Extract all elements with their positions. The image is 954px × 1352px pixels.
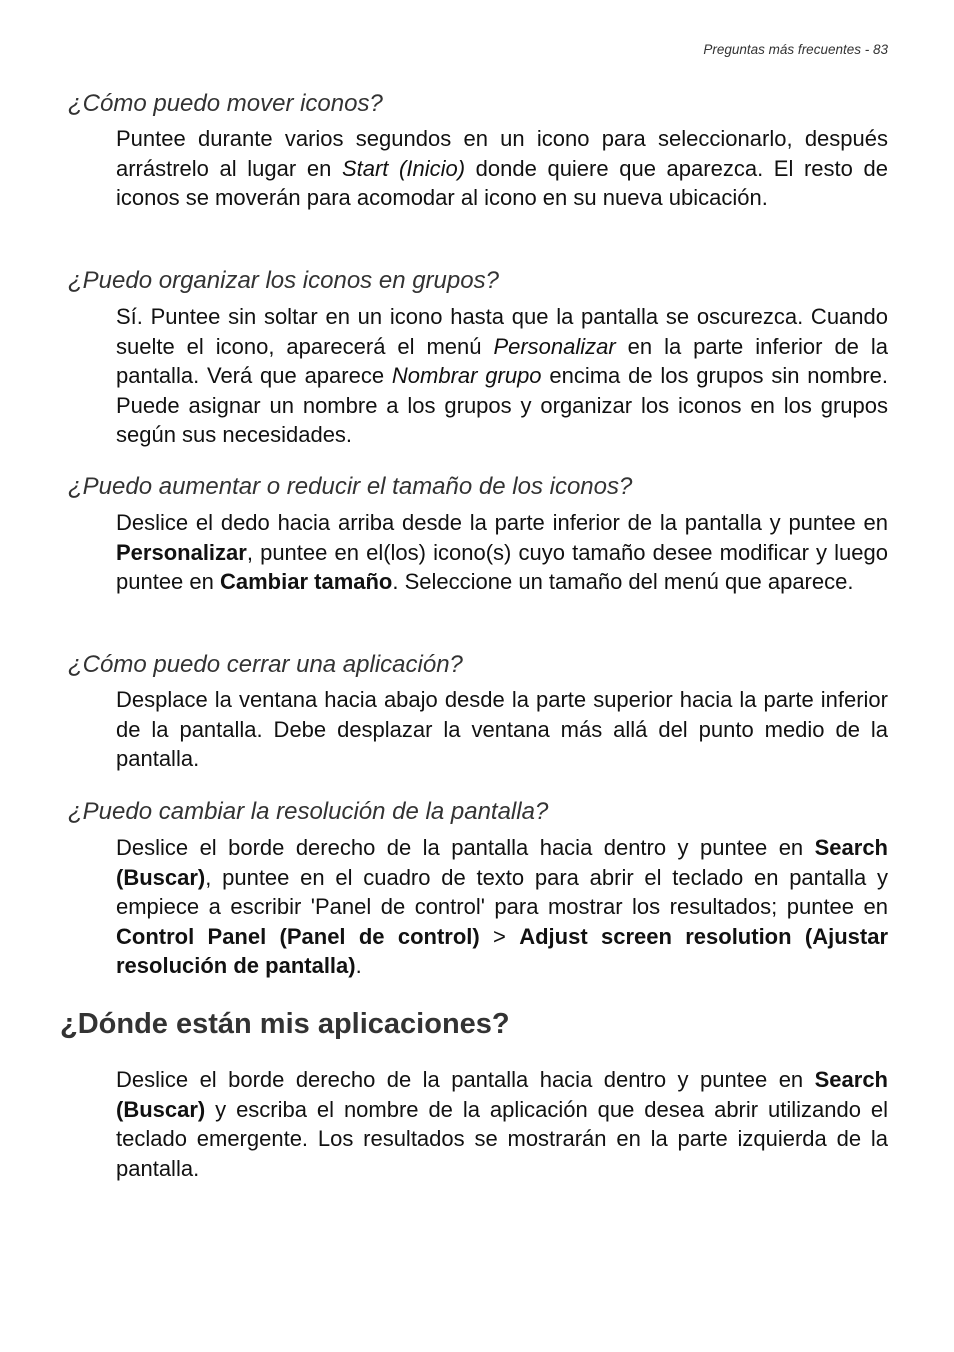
answer-italic-nombrar-grupo: Nombrar grupo	[391, 363, 542, 389]
answer-text: encima de los grupos sin nombre. Puede asignar un nombre a los grupos y organizar los iconos en los grupos según sus necesidades.	[116, 363, 889, 448]
answer-bold-search: Search (Buscar)	[116, 1067, 888, 1122]
answer-text: , puntee en el(los) icono(s) cuyo tamaño desee modificar y luego puntee en	[116, 539, 888, 595]
faq-answer-resolution	[116, 833, 888, 981]
page-header: Preguntas más frecuentes - 83	[703, 42, 888, 57]
faq-question-group-icons: ¿Puedo organizar los iconos en grupos?	[68, 267, 499, 294]
answer-text: Deslice el borde derecho de la pantalla hacia dentro y puntee en	[116, 1067, 815, 1092]
answer-text: , puntee en el cuadro de texto para abrir el teclado en pantalla y empiece a escribir 'Panel de control' para mostrar los resultados; puntee en	[116, 864, 888, 920]
faq-question-resize-icons: ¿Puedo aumentar o reducir el tamaño de los iconos?	[68, 473, 633, 500]
answer-text: en la parte inferior de la pantalla. Verá que aparece	[116, 333, 888, 389]
answer-bold-search: Search (Buscar)	[116, 835, 888, 890]
faq-question-close-app: ¿Cómo puedo cerrar una aplicación?	[68, 651, 463, 678]
section-answer-apps	[116, 1065, 888, 1183]
section-heading-apps: ¿Dónde están mis aplicaciones?	[60, 1008, 510, 1040]
answer-italic-personalizar: Personalizar	[493, 333, 616, 359]
answer-text: Deslice el dedo hacia arriba desde la parte inferior de la pantalla y puntee en	[116, 510, 888, 535]
answer-bold-control-panel: Control Panel (Panel de control)	[116, 923, 480, 949]
answer-bold-cambiar-tamano: Cambiar tamaño	[219, 569, 393, 595]
answer-text: Puntee durante varios segundos en un icono para seleccionarlo, después arrástrelo al lugar en	[116, 126, 888, 181]
answer-text: . Seleccione un tamaño del menú que aparece.	[392, 569, 854, 595]
answer-bold-personalizar: Personalizar	[116, 539, 247, 565]
answer-italic-start: Start (Inicio)	[341, 155, 466, 181]
answer-bold-adjust-resolution: Adjust screen resolution (Ajustar resolución de pantalla)	[116, 923, 888, 979]
answer-text: Desplace la ventana hacia abajo desde la parte superior hacia la parte inferior de la pantalla. Debe desplazar la ventana más allá del punto medio de la pantalla.	[116, 687, 888, 772]
faq-answer-group-icons	[116, 302, 888, 450]
faq-answer-move-icons	[116, 124, 888, 213]
faq-answer-close-app	[116, 685, 888, 774]
answer-text: >	[479, 923, 520, 949]
answer-text: Sí. Puntee sin soltar en un icono hasta que la pantalla se oscurezca. Cuando suelte el icono, aparecerá el menú	[116, 304, 888, 359]
faq-question-resolution: ¿Puedo cambiar la resolución de la pantalla?	[68, 798, 549, 825]
answer-text: y escriba el nombre de la aplicación que desea abrir utilizando el teclado emergente. Los resultados se mostrarán en la parte izquierda de la pantalla.	[116, 1096, 888, 1181]
answer-text: .	[355, 953, 362, 979]
faq-question-move-icons: ¿Cómo puedo mover iconos?	[68, 90, 383, 117]
answer-text: donde quiere que aparezca. El resto de iconos se moverán para acomodar al icono en su nueva ubicación.	[116, 155, 888, 211]
faq-answer-resize-icons	[116, 508, 888, 597]
answer-text: Deslice el borde derecho de la pantalla hacia dentro y puntee en	[116, 835, 815, 860]
